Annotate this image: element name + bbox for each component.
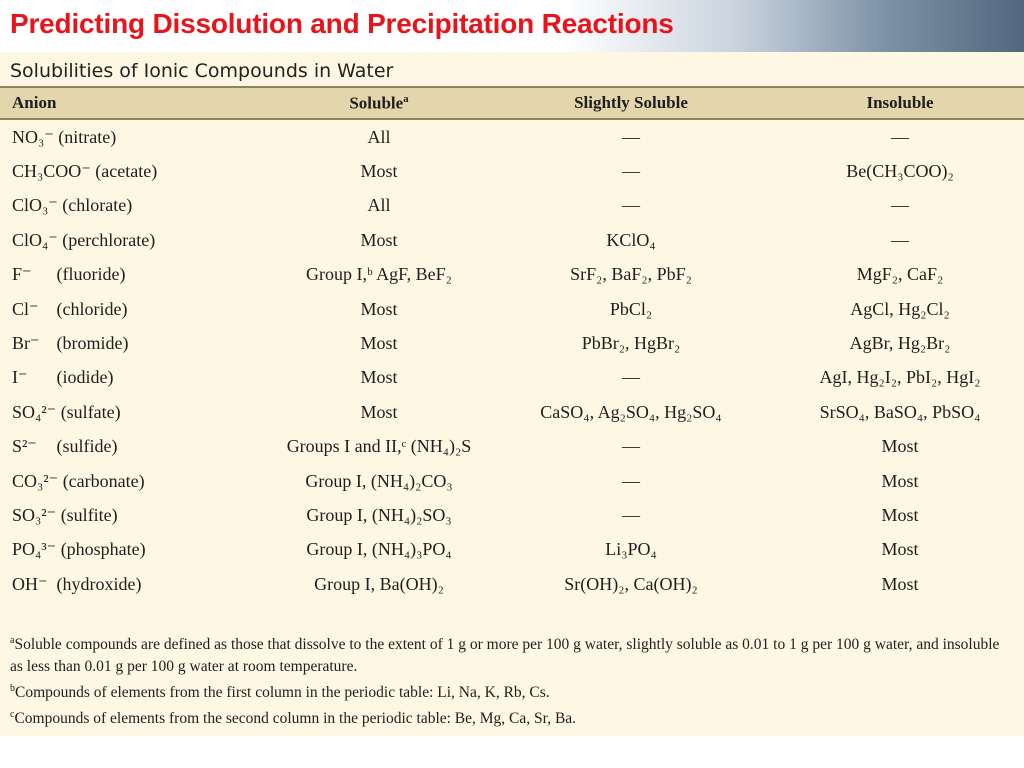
- slightly-soluble-cell: —: [622, 470, 640, 491]
- anion-formula: F⁻: [12, 264, 32, 285]
- anion-name: (acetate): [95, 161, 158, 182]
- soluble-cell: Group I, (NH₄)₃PO₄: [306, 539, 452, 560]
- slightly-soluble-cell: —: [622, 504, 640, 525]
- footnote-a-text: Soluble compounds are defined as those that dissolve to the extent of 1 g or more per 100 g water, slightly soluble as 0.01 to 1 g per 100 g water, and insoluble as less than 0.01 g per 100 g water at room temperature.: [10, 636, 1000, 676]
- anion-name: (chloride): [56, 298, 128, 319]
- insoluble-cell: Most: [881, 436, 919, 457]
- anion-cell: [0, 464, 272, 498]
- table-row: [0, 567, 1024, 601]
- anion-formula: ClO₄⁻: [12, 229, 58, 250]
- anion-formula: Cl⁻: [12, 298, 39, 319]
- slightly-soluble-cell: KClO₄: [606, 229, 656, 250]
- soluble-cell: Most: [360, 333, 398, 354]
- soluble-cell: Most: [360, 401, 398, 422]
- anion-formula: SO₃²⁻: [12, 504, 57, 525]
- header-insoluble: Insoluble: [866, 93, 934, 112]
- table-caption: Solubilities of Ionic Compounds in Water: [10, 60, 394, 82]
- table-row: [0, 464, 1024, 498]
- insoluble-cell: Most: [881, 504, 919, 525]
- insoluble-cell: SrSO₄, BaSO₄, PbSO₄: [819, 401, 981, 422]
- soluble-cell: Group I, Ba(OH)₂: [314, 573, 444, 594]
- anion-formula: S²⁻: [12, 436, 37, 457]
- footnote-a-mark: a: [10, 635, 15, 646]
- table-row: [0, 223, 1024, 257]
- soluble-cell: Most: [360, 367, 398, 388]
- soluble-cell: Groups I and II,ᶜ (NH₄)₂S: [286, 436, 472, 457]
- insoluble-cell: Most: [881, 470, 919, 491]
- anion-name: (phosphate): [60, 539, 146, 560]
- table-row: [0, 118, 1024, 154]
- table-body: [0, 118, 1024, 601]
- table-row: [0, 154, 1024, 188]
- table-row: [0, 498, 1024, 532]
- anion-cell: [0, 258, 272, 292]
- anion-formula: ClO₃⁻: [12, 195, 58, 216]
- anion-formula: SO₄²⁻: [12, 401, 57, 422]
- slightly-soluble-cell: PbCl₂: [609, 298, 653, 319]
- footnote-c-text: Compounds of elements from the second column in the periodic table: Be, Mg, Ca, Sr, Ba.: [14, 710, 577, 728]
- anion-formula: CH₃COO⁻: [12, 161, 91, 182]
- anion-cell: [0, 430, 272, 464]
- table-row: [0, 533, 1024, 567]
- insoluble-cell: —: [891, 126, 909, 147]
- anion-name: (nitrate): [58, 126, 117, 147]
- soluble-cell: Most: [360, 298, 398, 319]
- anion-name: (hydroxide): [56, 573, 142, 594]
- insoluble-cell: —: [891, 229, 909, 250]
- table-row: [0, 361, 1024, 395]
- anion-name: (perchlorate): [62, 229, 156, 250]
- insoluble-cell: AgCl, Hg₂Cl₂: [850, 298, 950, 319]
- anion-name: (carbonate): [62, 470, 145, 491]
- anion-cell: [0, 118, 272, 154]
- slightly-soluble-cell: Sr(OH)₂, Ca(OH)₂: [564, 573, 698, 594]
- footnote-c: [10, 704, 1016, 730]
- header-anion: Anion: [12, 93, 57, 112]
- insoluble-cell: MgF₂, CaF₂: [856, 264, 944, 285]
- footnotes: [10, 630, 1016, 730]
- anion-name: (sulfite): [60, 504, 118, 525]
- table-row: [0, 395, 1024, 429]
- anion-formula: OH⁻: [12, 573, 48, 594]
- anion-cell: [0, 533, 272, 567]
- soluble-cell: Group I, (NH₄)₂SO₃: [306, 504, 452, 525]
- solubility-table: [0, 88, 1024, 601]
- slightly-soluble-cell: —: [622, 161, 640, 182]
- anion-name: (iodide): [56, 367, 114, 388]
- slide-title: Predicting Dissolution and Precipitation Reactions: [10, 8, 674, 39]
- slightly-soluble-cell: —: [622, 195, 640, 216]
- insoluble-cell: Most: [881, 573, 919, 594]
- insoluble-cell: Most: [881, 539, 919, 560]
- anion-cell: [0, 567, 272, 601]
- insoluble-cell: Be(CH₃COO)₂: [846, 161, 954, 182]
- slightly-soluble-cell: SrF₂, BaF₂, PbF₂: [570, 264, 692, 285]
- footnote-b-mark: b: [10, 683, 15, 695]
- header-row: [0, 88, 1024, 118]
- bottom-strip: [0, 736, 1024, 768]
- slightly-soluble-cell: CaSO₄, Ag₂SO₄, Hg₂SO₄: [540, 401, 722, 422]
- slightly-soluble-cell: Li₃PO₄: [605, 539, 657, 560]
- slightly-soluble-cell: —: [622, 367, 640, 388]
- anion-cell: [0, 395, 272, 429]
- slightly-soluble-cell: —: [622, 436, 640, 457]
- anion-cell: [0, 326, 272, 360]
- table-row: [0, 189, 1024, 223]
- anion-name: (chlorate): [62, 195, 133, 216]
- insoluble-cell: —: [891, 195, 909, 216]
- anion-formula: I⁻: [12, 367, 28, 388]
- footnote-a: [10, 630, 1016, 678]
- anion-cell: [0, 189, 272, 223]
- anion-name: (sulfate): [60, 401, 121, 422]
- table-row: [0, 326, 1024, 360]
- soluble-cell: Group I,ᵇ AgF, BeF₂: [306, 264, 452, 285]
- anion-cell: [0, 292, 272, 326]
- header-soluble-footnote-mark: a: [403, 92, 409, 105]
- insoluble-cell: AgBr, Hg₂Br₂: [849, 333, 951, 354]
- header-slightly-soluble: Slightly Soluble: [574, 93, 688, 112]
- soluble-cell: Most: [360, 161, 398, 182]
- anion-name: (sulfide): [56, 436, 118, 457]
- footnote-b-text: Compounds of elements from the first column in the periodic table: Li, Na, K, Rb, Cs.: [15, 684, 550, 702]
- soluble-cell: All: [367, 126, 391, 147]
- soluble-cell: Most: [360, 229, 398, 250]
- anion-cell: [0, 361, 272, 395]
- slightly-soluble-cell: —: [622, 126, 640, 147]
- solubility-panel: [0, 52, 1024, 736]
- header-soluble-label: Soluble: [349, 93, 404, 113]
- anion-cell: [0, 223, 272, 257]
- anion-name: (fluoride): [56, 264, 126, 285]
- soluble-cell: Group I, (NH₄)₂CO₃: [305, 470, 453, 491]
- anion-formula: NO₃⁻: [12, 126, 54, 147]
- title-bar: [0, 0, 1024, 52]
- anion-formula: CO₃²⁻: [12, 470, 59, 491]
- anion-cell: [0, 154, 272, 188]
- footnote-b: [10, 678, 1016, 704]
- insoluble-cell: AgI, Hg₂I₂, PbI₂, HgI₂: [819, 367, 981, 388]
- table-row: [0, 430, 1024, 464]
- soluble-cell: All: [367, 195, 391, 216]
- table-row: [0, 258, 1024, 292]
- slightly-soluble-cell: PbBr₂, HgBr₂: [581, 333, 681, 354]
- anion-formula: Br⁻: [12, 333, 40, 354]
- header-soluble: [272, 88, 486, 118]
- anion-cell: [0, 498, 272, 532]
- anion-formula: PO₄³⁻: [12, 539, 57, 560]
- anion-name: (bromide): [56, 333, 129, 354]
- table-row: [0, 292, 1024, 326]
- footnote-c-mark: c: [10, 709, 15, 721]
